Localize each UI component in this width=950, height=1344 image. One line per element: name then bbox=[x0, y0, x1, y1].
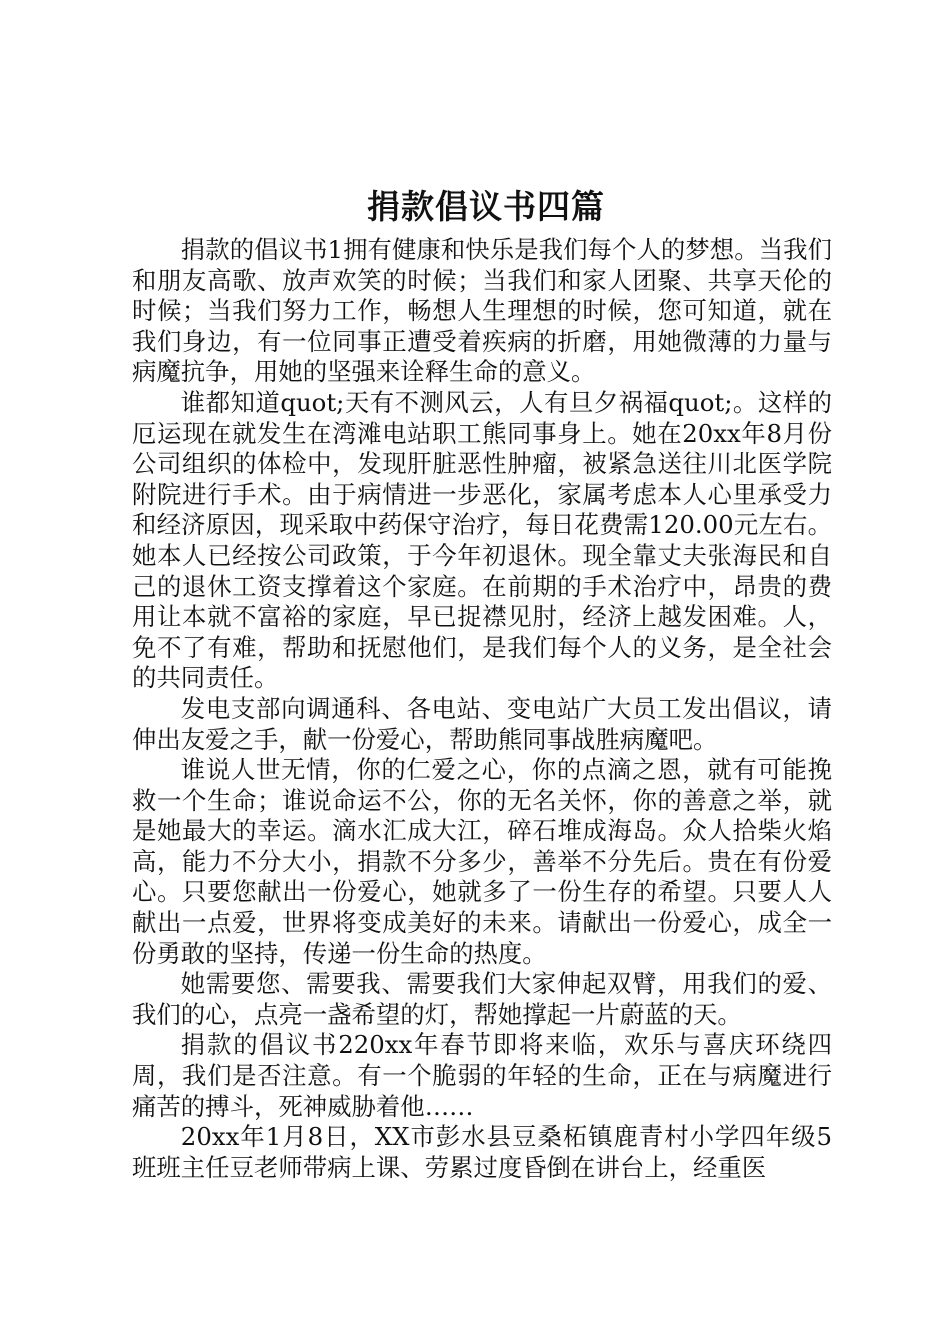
paragraph-3: 发电支部向调通科、各电站、变电站广大员工发出倡议，请伸出友爱之手，献一份爱心，帮助熊同事战胜病魔吧。 bbox=[132, 693, 832, 754]
document-title: 捐款倡议书四篇 bbox=[367, 187, 605, 226]
paragraph-1: 捐款的倡议书1拥有健康和快乐是我们每个人的梦想。当我们和朋友高歌、放声欢笑的时候；当我们和家人团聚、共享天伦的时候；当我们努力工作，畅想人生理想的时候，您可知道，就在我们身边，有一位同事正遭受着疾病的折磨，用她微薄的力量与病魔抗争，用她的坚强来诠释生命的意义。 bbox=[132, 235, 832, 387]
paragraph-6: 捐款的倡议书220xx年春节即将来临，欢乐与喜庆环绕四周，我们是否注意。有一个脆弱的年轻的生命，正在与病魔进行痛苦的搏斗，死神威胁着他…… bbox=[132, 1030, 832, 1121]
document-page bbox=[132, 185, 832, 1183]
paragraph-5: 她需要您、需要我、需要我们大家伸起双臂，用我们的爱、我们的心，点亮一盏希望的灯，帮她撑起一片蔚蓝的天。 bbox=[132, 969, 832, 1029]
paragraph-7: 20xx年1月8日，XX市彭水县豆桑柘镇鹿青村小学四年级5班班主任豆老师带病上课、劳累过度昏倒在讲台上，经重医 bbox=[132, 1122, 832, 1182]
paragraph-4: 谁说人世无情，你的仁爱之心，你的点滴之恩，就有可能挽救一个生命；谁说命运不公，你的无名关怀，你的善意之举，就是她最大的幸运。滴水汇成大江，碎石堆成海岛。众人拾柴火焰高，能力不分大小，捐款不分多少，善举不分先后。贵在有份爱心。只要您献出一份爱心，她就多了一份生存的希望。只要人人献出一点爱，世界将变成美好的未来。请献出一份爱心，成全一份勇敢的坚持，传递一份生命的热度。 bbox=[132, 755, 832, 968]
paragraph-2: 谁都知道quot;天有不测风云，人有旦夕祸福quot;。这样的厄运现在就发生在湾滩电站职工熊同事身上。她在20xx年8月份公司组织的体检中，发现肝脏恶性肿瘤，被紧急送往川北医学院附院进行手术。由于病情进一步恶化，家属考虑本人心里承受力和经济原因，现采取中药保守治疗，每日花费需120.00元左右。她本人已经按公司政策，于今年初退休。现全靠丈夫张海民和自己的退休工资支撑着这个家庭。在前期的手术治疗中，昂贵的费用让本就不富裕的家庭，早已捉襟见肘，经济上越发困难。人，免不了有难，帮助和抚慰他们，是我们每个人的义务，是全社会的共同责任。 bbox=[132, 387, 832, 693]
